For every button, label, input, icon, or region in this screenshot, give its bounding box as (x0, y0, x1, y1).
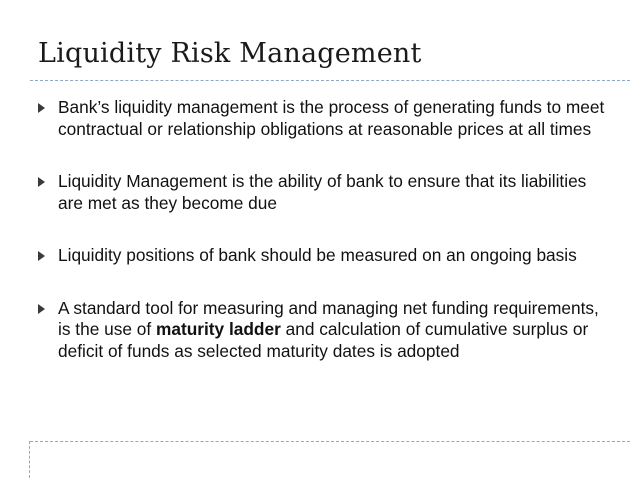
slide-title: Liquidity Risk Management (38, 38, 422, 69)
bullet-text-part: A standard tool for measuring and managing net funding requirements, is the use of (58, 297, 599, 339)
triangle-bullet-icon (38, 177, 45, 187)
bullet-item (38, 245, 608, 267)
triangle-bullet-icon (38, 251, 45, 261)
footer-divider (30, 441, 630, 442)
bullet-text: Liquidity positions of bank should be measured on an ongoing basis (58, 245, 577, 265)
corner-divider (29, 441, 30, 478)
bullet-emphasis: maturity ladder (155, 319, 281, 339)
bullet-item (38, 298, 608, 363)
title-divider (30, 80, 630, 81)
bullet-text: Liquidity Management is the ability of bank to ensure that its liabilities are met as they become due (58, 171, 587, 213)
bullet-item (38, 171, 608, 214)
triangle-bullet-icon (38, 103, 45, 113)
bullet-item (38, 97, 608, 140)
bullet-list (38, 97, 608, 362)
bullet-text: Bank’s liquidity management is the process of generating funds to meet contractual or relationship obligations at reasonable prices at all times (58, 97, 605, 139)
bullet-text-part: and calculation of cumulative surplus or deficit of funds as selected maturity dates is adopted (58, 319, 589, 361)
triangle-bullet-icon (38, 304, 45, 314)
